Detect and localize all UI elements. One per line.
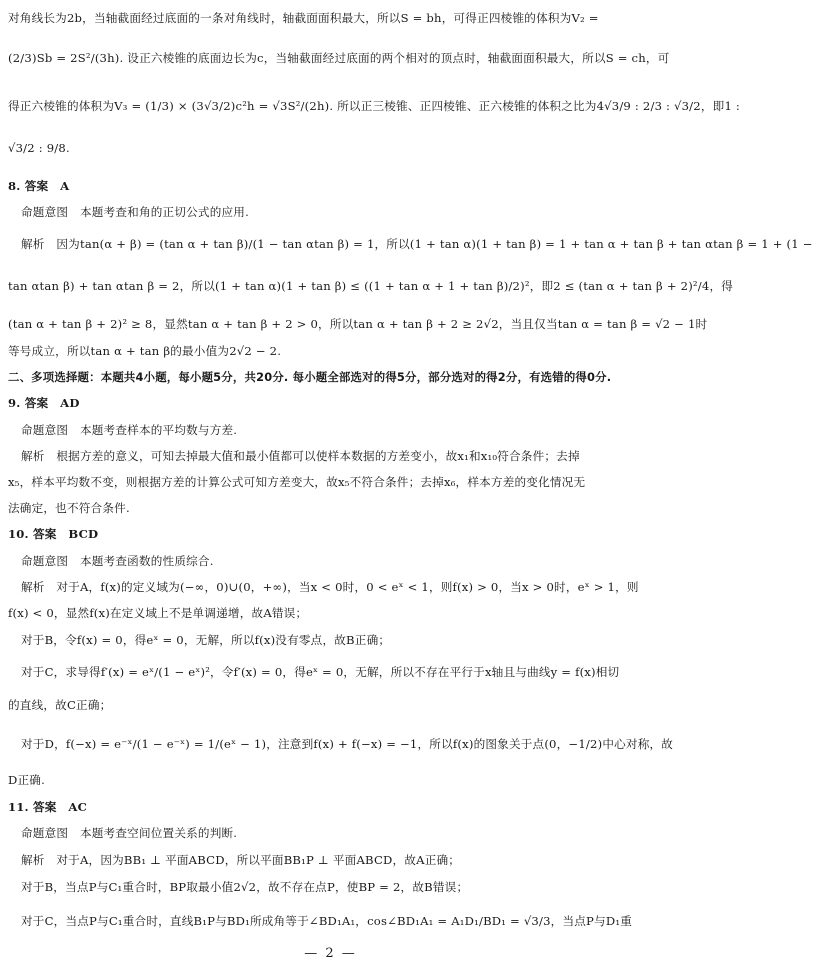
problem-intent-11: 命题意图 本题考查空间位置关系的判断. <box>21 826 238 840</box>
text-line: 对角线长为2b，当轴截面经过底面的一条对角线时，轴截面面积最大，所以S = bh，可得正四棱锥的体积为V₂ = <box>8 11 599 25</box>
solution-line: 解析 因为tan(α + β) = (tan α + tan β)/(1 − tan αtan β) = 1，所以(1 + tan α)(1 + tan β) = 1 + tan α + tan β + tan αtan β = 1 + (1 − <box>21 237 813 251</box>
problem-intent-8: 命题意图 本题考查和角的正切公式的应用. <box>21 205 249 219</box>
text-line: 的直线，故C正确； <box>8 698 112 712</box>
solution-line: 解析 对于A，f(x)的定义域为(−∞，0)∪(0，+∞)，当x < 0时，0 < eˣ < 1，则f(x) > 0，当x > 0时，eˣ > 1，则 <box>21 580 639 594</box>
text-line: 得正六棱锥的体积为V₃ = (1/3) × (3√3/2)c²h = √3S²/(2h). 所以正三棱锥、正四棱锥、正六棱锥的体积之比为4√3/9 : 2/3 : √3/2，即1 : <box>8 99 741 113</box>
text-line: D正确. <box>8 773 45 787</box>
solution-line: 解析 对于A，因为BB₁ ⊥ 平面ABCD，所以平面BB₁P ⊥ 平面ABCD，故A正确； <box>21 853 461 867</box>
text-line: 对于B，令f(x) = 0，得eˣ = 0，无解，所以f(x)没有零点，故B正确； <box>21 633 391 647</box>
text-line: 等号成立，所以tan α + tan β的最小值为2√2 − 2. <box>8 344 282 358</box>
problem-intent-9: 命题意图 本题考查样本的平均数与方差. <box>21 423 238 437</box>
answer-heading-8: 8. 答案 A <box>8 179 70 193</box>
section-heading: 二、多项选择题：本题共4小题，每小题5分，共20分. 每小题全部选对的得5分，部分选对的得2分，有选错的得0分. <box>8 370 612 384</box>
text-line: 法确定，也不符合条件. <box>8 501 130 515</box>
text-line: x₅，样本平均数不变，则根据方差的计算公式可知方差变大，故x₅不符合条件；去掉x₆，样本方差的变化情况无 <box>8 475 586 489</box>
text-line: 对于B，当点P与C₁重合时，BP取最小值2√2，故不存在点P，使BP = 2，故B错误； <box>21 880 469 894</box>
text-line: (2/3)Sb = 2S²/(3h). 设正六棱锥的底面边长为c，当轴截面经过底面的两个相对的顶点时，轴截面面积最大，所以S = ch，可 <box>8 51 670 65</box>
answer-heading-10: 10. 答案 BCD <box>8 527 99 541</box>
text-line: tan αtan β) + tan αtan β = 2，所以(1 + tan α)(1 + tan β) ≤ ((1 + tan α + 1 + tan β)/2)²，即2 ≤ (tan α + tan β + 2)²/4，得 <box>8 279 734 293</box>
text-line: √3/2 : 9/8. <box>8 141 70 155</box>
solution-line: 解析 根据方差的意义，可知去掉最大值和最小值都可以使样本数据的方差变小，故x₁和x₁₀符合条件；去掉 <box>21 449 580 463</box>
text-line: 对于C，当点P与C₁重合时，直线B₁P与BD₁所成角等于∠BD₁A₁，cos∠BD₁A₁ = A₁D₁/BD₁ = √3/3，当点P与D₁重 <box>21 914 632 928</box>
text-line: (tan α + tan β + 2)² ≥ 8，显然tan α + tan β + 2 > 0，所以tan α + tan β + 2 ≥ 2√2，当且仅当tan α = tan β = √2 − 1时 <box>8 317 708 331</box>
problem-intent-10: 命题意图 本题考查函数的性质综合. <box>21 554 214 568</box>
answer-heading-11: 11. 答案 AC <box>8 800 88 814</box>
text-line: 对于D，f(−x) = e⁻ˣ/(1 − e⁻ˣ) = 1/(eˣ − 1)，注意到f(x) + f(−x) = −1，所以f(x)的图象关于点(0，−1/2)中心对称，故 <box>21 737 674 751</box>
page-number: — 2 — <box>304 946 357 961</box>
text-line: f(x) < 0，显然f(x)在定义域上不是单调递增，故A错误； <box>8 606 308 620</box>
answer-heading-9: 9. 答案 AD <box>8 396 80 410</box>
text-line: 对于C，求导得f′(x) = eˣ/(1 − eˣ)²，令f′(x) = 0，得eˣ = 0，无解，所以不存在平行于x轴且与曲线y = f(x)相切 <box>21 665 620 679</box>
